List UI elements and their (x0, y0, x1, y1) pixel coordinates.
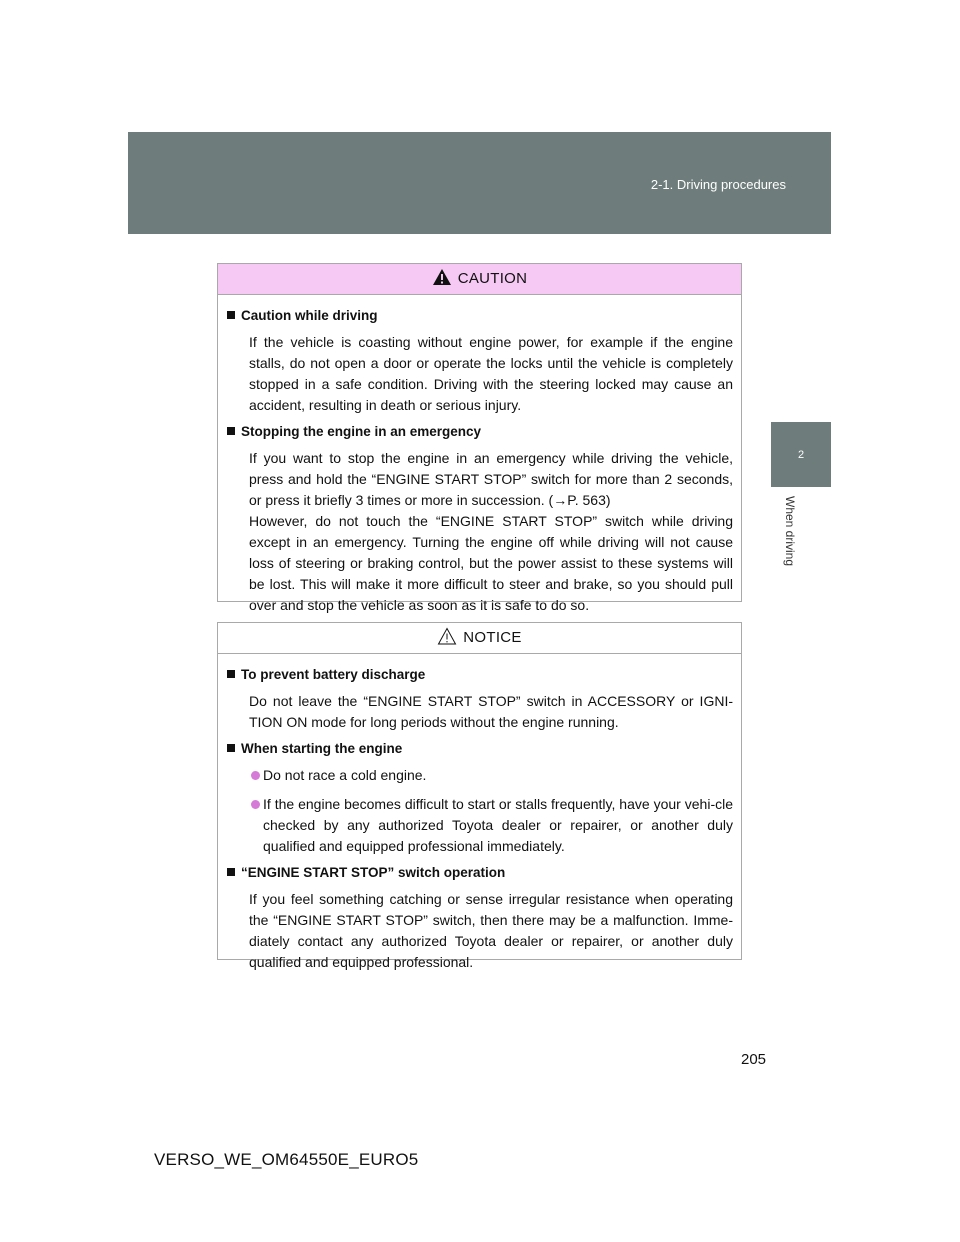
notice-item-heading (227, 865, 741, 880)
heading-text: To prevent battery discharge (241, 667, 426, 682)
notice-body (218, 654, 741, 973)
caution-paragraph: If you want to stop the engine in an emergency while driving the vehicle, press and hold the “ENGINE START STOP” switch for more than 2 seconds, or press it briefly 3 times or more in succession. (→P. 563) (249, 450, 733, 508)
bullet-text: If the engine becomes difficult to start or stalls frequently, have your vehi-cle checked by any authorized Toyota dealer or repairer, or another duly qualified and equipped professional immediately. (263, 796, 733, 854)
caution-paragraph: If the vehicle is coasting without engine power, for example if the engine stalls, do not open a door or operate the locks until the vehicle is completely stopped in a safe condition. Driving with the steering locked may cause an accident, resulting in death or serious injury. (249, 334, 733, 413)
square-bullet-icon (227, 670, 235, 678)
notice-paragraph: Do not leave the “ENGINE START STOP” switch in ACCESSORY or IGNI-TION ON mode for long periods without the engine running. (249, 693, 733, 730)
caution-box (217, 263, 742, 613)
notice-item-heading (227, 667, 741, 682)
notice-header (218, 623, 741, 654)
notice-box (217, 622, 742, 970)
round-bullet-icon (251, 771, 260, 780)
square-bullet-icon (227, 868, 235, 876)
page-number: 205 (741, 1051, 767, 1068)
document-code: VERSO_WE_OM64550E_EURO5 (154, 1150, 419, 1169)
notice-paragraph: If you feel something catching or sense irregular resistance when operating the “ENGINE START STOP” switch, then there may be a malfunction. Imme-diately contact any authorized Toyota dealer or repairer, or another duly qualified and equipped professional. (249, 891, 733, 970)
square-bullet-icon (227, 427, 235, 435)
bullet-text: Do not race a cold engine. (263, 767, 427, 783)
caution-item-heading (227, 424, 741, 439)
caution-header (218, 264, 741, 295)
square-bullet-icon (227, 744, 235, 752)
square-bullet-icon (227, 311, 235, 319)
caution-body (218, 295, 741, 616)
list-item (263, 765, 733, 786)
warning-triangle-icon (432, 268, 452, 286)
section-title: 2-1. Driving procedures (650, 177, 786, 192)
chapter-label: When driving (783, 496, 797, 567)
caution-item-heading (227, 308, 741, 323)
notice-triangle-icon (437, 627, 457, 645)
caution-paragraph: However, do not touch the “ENGINE START STOP” switch while driving except in an emergency. Turning the engine off while driving will not cause loss of steering or braking control, but the power assist to these systems will be lost. This will make it more difficult to steer and brake, so you should pull over and stop the vehicle as soon as it is safe to do so. (249, 513, 733, 613)
caution-title: CAUTION (457, 270, 528, 287)
header-band (128, 132, 831, 234)
list-item (263, 794, 733, 857)
heading-text: When starting the engine (241, 741, 403, 756)
chapter-number: 2 (797, 449, 805, 461)
heading-text: Stopping the engine in an emergency (241, 424, 482, 439)
round-bullet-icon (251, 800, 260, 809)
heading-text: Caution while driving (241, 308, 378, 323)
heading-text: “ENGINE START STOP” switch operation (241, 865, 506, 880)
notice-item-heading (227, 741, 741, 756)
notice-title: NOTICE (463, 629, 522, 646)
chapter-tab[interactable] (771, 422, 831, 487)
